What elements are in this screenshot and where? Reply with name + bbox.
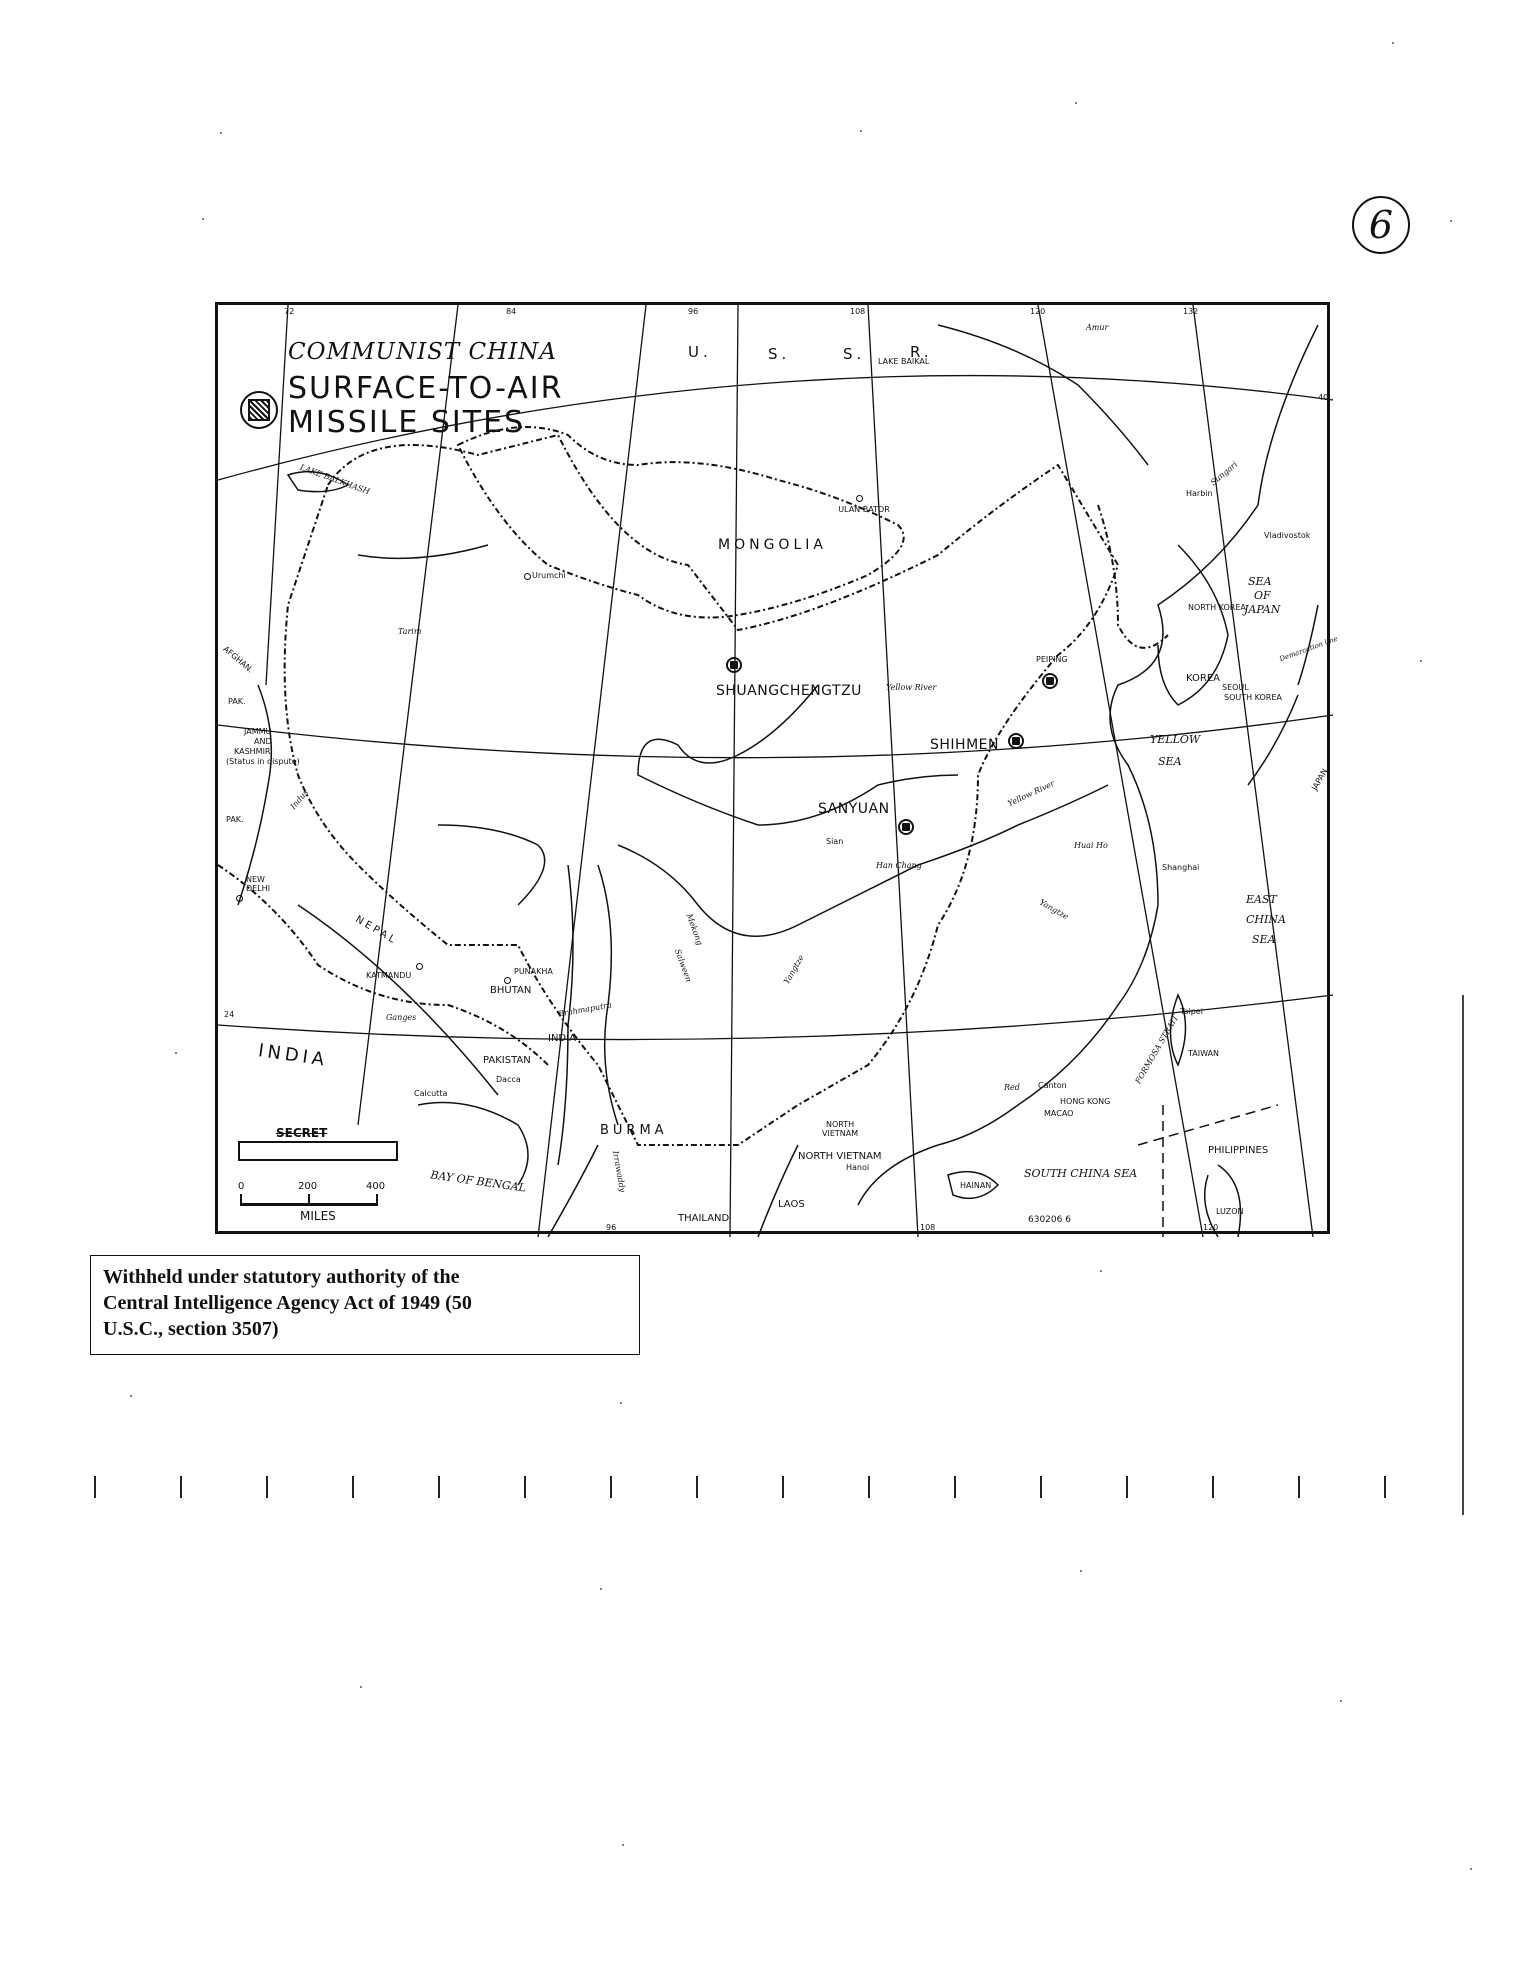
- withheld-line: U.S.C., section 3507): [103, 1318, 279, 1340]
- city-label-macao: MACAO: [1044, 1109, 1074, 1118]
- scale-bar: [240, 1203, 378, 1206]
- country-label-north-vietnam: NORTH VIETNAM: [798, 1151, 882, 1162]
- scan-speck: [1100, 1270, 1102, 1272]
- map-id-number: 630206 6: [1028, 1215, 1071, 1225]
- longitude-label-bottom: 120: [1203, 1223, 1219, 1232]
- city-marker: [236, 895, 243, 902]
- scan-speck: [1420, 660, 1422, 662]
- scan-tick: [1212, 1476, 1214, 1498]
- scan-tick: [1298, 1476, 1300, 1498]
- meridian-108: [730, 305, 738, 1237]
- withheld-line: Withheld under statutory authority of the: [103, 1266, 460, 1288]
- river-label-red: Red: [1004, 1083, 1020, 1092]
- ganges-river: [298, 905, 498, 1095]
- city-label-peiping: PEIPING: [1036, 655, 1068, 664]
- city-label-punakha: PUNAKHA: [514, 967, 553, 976]
- scan-tick: [266, 1476, 268, 1498]
- longitude-label: 72: [284, 307, 295, 316]
- city-label-urumchi: Urumchi: [532, 571, 566, 580]
- amur-river: [938, 325, 1148, 465]
- mekong-river: [598, 865, 618, 1125]
- mongolia-boundary: [458, 427, 904, 618]
- scan-speck: [1470, 1868, 1472, 1870]
- city-label-calcutta: Calcutta: [414, 1089, 448, 1098]
- scan-tick: [782, 1476, 784, 1498]
- scan-speck: [360, 1686, 362, 1688]
- country-label-ussr: S.: [843, 345, 866, 363]
- country-label-jammu: JAMMU: [244, 727, 272, 736]
- taiwan-strait-line: [1138, 1105, 1278, 1145]
- scale-label: 400: [366, 1181, 386, 1192]
- city-marker: [416, 963, 423, 970]
- sea-label-east-china: SEA: [1252, 933, 1276, 946]
- river-label-huai-ho: Huai Ho: [1074, 841, 1108, 850]
- sea-label-bengal: BAY OF BENGAL: [429, 1168, 527, 1195]
- scan-tick: [868, 1476, 870, 1498]
- longitude-label: 84: [506, 307, 517, 316]
- withheld-notice: [90, 1255, 640, 1355]
- river-label-yellow: Yellow River: [886, 683, 937, 692]
- map-title-line3: MISSILE SITES: [288, 405, 526, 440]
- sea-label-yellow: SEA: [1158, 755, 1182, 768]
- scan-tick: [180, 1476, 182, 1498]
- longitude-label-bottom: 108: [920, 1223, 936, 1232]
- city-label-dacca: Dacca: [496, 1075, 521, 1084]
- scan-tick: [1040, 1476, 1042, 1498]
- city-label-taipei: Taipei: [1180, 1007, 1203, 1016]
- city-marker: [856, 495, 863, 502]
- country-label-and: AND: [254, 737, 272, 746]
- sea-label-east-china: CHINA: [1246, 913, 1286, 926]
- country-label-north-korea: NORTH KOREA: [1188, 603, 1246, 612]
- sea-label-east-china: EAST: [1246, 893, 1277, 906]
- sea-label-yellow: YELLOW: [1150, 733, 1201, 746]
- scan-tick: [610, 1476, 612, 1498]
- scan-speck: [860, 130, 862, 132]
- country-label-philippines: PHILIPPINES: [1208, 1145, 1269, 1156]
- river-label-yangtze: Yangtze: [1037, 897, 1070, 922]
- map-title-country: COMMUNIST CHINA: [288, 339, 558, 365]
- missile-site-marker: [898, 819, 914, 835]
- city-label-shanghai: Shanghai: [1162, 863, 1200, 872]
- classification-box: [238, 1141, 398, 1161]
- page-number: 6: [1352, 196, 1410, 254]
- scan-tick: [1384, 1476, 1386, 1498]
- withheld-line: Central Intelligence Agency Act of 1949 (50: [103, 1292, 472, 1314]
- longitude-label: 108: [850, 307, 866, 316]
- scan-speck: [600, 1588, 602, 1590]
- country-label-hainan: HAINAN: [960, 1181, 992, 1190]
- river-label-ganges: Ganges: [386, 1013, 417, 1022]
- meridian-96: [538, 305, 646, 1237]
- country-label-ussr: R.: [910, 343, 933, 361]
- country-label-bhutan: BHUTAN: [490, 985, 532, 996]
- scan-speck: [1340, 1700, 1342, 1702]
- country-label-pakistan: PAKISTAN: [483, 1055, 531, 1066]
- scan-speck: [1080, 1570, 1082, 1572]
- river-label-salween: Salween: [673, 947, 694, 984]
- scan-speck: [130, 1395, 132, 1397]
- meridian-132b: [1193, 305, 1313, 1237]
- scan-speck: [175, 1052, 177, 1054]
- city-label-canton: Canton: [1038, 1081, 1067, 1090]
- map-linework: [218, 305, 1333, 1237]
- country-label-thailand: THAILAND: [678, 1213, 730, 1224]
- scan-speck: [1450, 220, 1452, 222]
- sea-label-japan: JAPAN: [1244, 603, 1281, 616]
- strait-label-formosa: FORMOSA STRAIT: [1133, 1013, 1181, 1086]
- city-label-katmandu: KATMANDU: [366, 971, 412, 980]
- map-frame: [215, 302, 1339, 1234]
- scan-tick: [1126, 1476, 1128, 1498]
- scan-speck: [220, 132, 222, 134]
- scan-tick: [954, 1476, 956, 1498]
- yellow-river: [638, 685, 958, 825]
- lake-label-balkhash: LAKE BALKHASH: [298, 462, 371, 497]
- scale-label: 200: [298, 1181, 318, 1192]
- country-label-taiwan: TAIWAN: [1188, 1049, 1220, 1058]
- scan-tick-row: [0, 1476, 1525, 1506]
- country-label-japan: JAPAN: [1309, 767, 1330, 792]
- country-label-north: NORTH: [826, 1120, 855, 1129]
- city-label-seoul: SEOUL: [1222, 683, 1249, 692]
- longitude-label: 120: [1030, 307, 1046, 316]
- latitude-label: 40: [1318, 393, 1329, 402]
- scan-tick: [438, 1476, 440, 1498]
- margin-rule: [1462, 995, 1464, 1515]
- river-label-yangtze: Yangtze: [782, 953, 806, 986]
- city-marker: [504, 977, 511, 984]
- meridian-120: [868, 305, 918, 1237]
- scale-label: 0: [238, 1181, 245, 1192]
- longitude-label: 132: [1183, 307, 1199, 316]
- country-label-ussr: S.: [768, 345, 791, 363]
- sea-label-japan: OF: [1254, 589, 1271, 602]
- river-label-tarim: Tarim: [398, 627, 422, 636]
- river-label-brahmaputra: Brahmaputra: [557, 1000, 613, 1019]
- scan-speck: [622, 1844, 624, 1846]
- missile-site-label: SANYUAN: [818, 801, 890, 817]
- missile-site-marker: [726, 657, 742, 673]
- missile-site-marker: [1042, 673, 1058, 689]
- country-label-ussr: U.: [688, 343, 712, 361]
- country-label-nepal: NEPAL: [353, 914, 400, 947]
- city-label-hanoi: Hanoi: [846, 1163, 870, 1172]
- country-label-vietnam: VIETNAM: [822, 1129, 859, 1138]
- scan-speck: [1075, 102, 1077, 104]
- city-label-new-delhi: NEW DELHI: [246, 875, 271, 893]
- river-label-yellow: Yellow River: [1006, 778, 1056, 809]
- missile-site-legend-icon: [240, 391, 278, 429]
- brahmaputra-river: [438, 825, 545, 905]
- korea-boundary: [1098, 505, 1168, 648]
- scale-unit: MILES: [300, 1209, 336, 1223]
- scan-tick: [352, 1476, 354, 1498]
- city-label-sian: Sian: [826, 837, 844, 846]
- river-label-indus: Indus: [288, 787, 311, 812]
- country-label-korea: KOREA: [1186, 673, 1220, 684]
- country-label-kashmir: KASHMIR: [234, 747, 271, 756]
- river-label-han-chang: Han Chang: [876, 861, 922, 870]
- river-label-sungari: Sungari: [1208, 459, 1240, 488]
- sea-label-japan: SEA: [1248, 575, 1272, 588]
- river-label-amur: Amur: [1086, 323, 1109, 332]
- city-label-ulan-bator: ULAN BATOR: [838, 505, 890, 514]
- country-label-burma: BURMA: [600, 1123, 668, 1138]
- river-label-irrawaddy: Irrawaddy: [610, 1150, 628, 1193]
- sea-label-south-china: SOUTH CHINA SEA: [1024, 1167, 1138, 1180]
- missile-site-label: SHUANGCHENGTZU: [716, 683, 862, 699]
- lake-label-baikal: LAKE BAIKAL: [878, 357, 930, 366]
- scan-tick: [696, 1476, 698, 1498]
- scan-speck: [1392, 42, 1394, 44]
- country-label-mongolia: MONGOLIA: [718, 537, 827, 553]
- tarim-river: [358, 545, 488, 558]
- country-label-south-korea: SOUTH KOREA: [1224, 693, 1282, 702]
- scan-speck: [620, 1402, 622, 1404]
- country-label-pak: PAK.: [228, 697, 246, 706]
- country-label-kashmir-status: (Status in dispute): [226, 757, 300, 766]
- river-label-mekong: Mekong: [684, 912, 705, 947]
- map-title-line2: SURFACE-TO-AIR: [288, 371, 564, 406]
- scan-tick: [94, 1476, 96, 1498]
- country-label-india: INDIA: [256, 1040, 330, 1071]
- coastline-east: [938, 325, 1318, 1145]
- city-label-vladivostok: Vladivostok: [1264, 531, 1311, 540]
- country-label-afghanistan: AFGHAN.: [221, 644, 255, 675]
- country-label-india-small: INDIA: [548, 1033, 576, 1044]
- longitude-label: 96: [688, 307, 699, 316]
- country-label-laos: LAOS: [778, 1199, 805, 1210]
- scan-speck: [202, 218, 204, 220]
- longitude-label-bottom: 96: [606, 1223, 617, 1232]
- latitude-label: 24: [224, 1010, 235, 1019]
- city-label-harbin: Harbin: [1186, 489, 1213, 498]
- demarcation-line-label: Demarcation line: [1278, 634, 1339, 664]
- classification-label: SECRET: [276, 1126, 328, 1140]
- missile-site-label: SHIHMEN: [930, 737, 999, 753]
- city-label-hong-kong: HONG KONG: [1060, 1097, 1111, 1106]
- country-label-luzon: LUZON: [1216, 1207, 1244, 1216]
- indus-river: [238, 685, 271, 905]
- city-marker: [524, 573, 531, 580]
- country-label-pak: PAK.: [226, 815, 244, 824]
- scan-tick: [524, 1476, 526, 1498]
- missile-site-marker: [1008, 733, 1024, 749]
- meridian-72: [266, 305, 288, 685]
